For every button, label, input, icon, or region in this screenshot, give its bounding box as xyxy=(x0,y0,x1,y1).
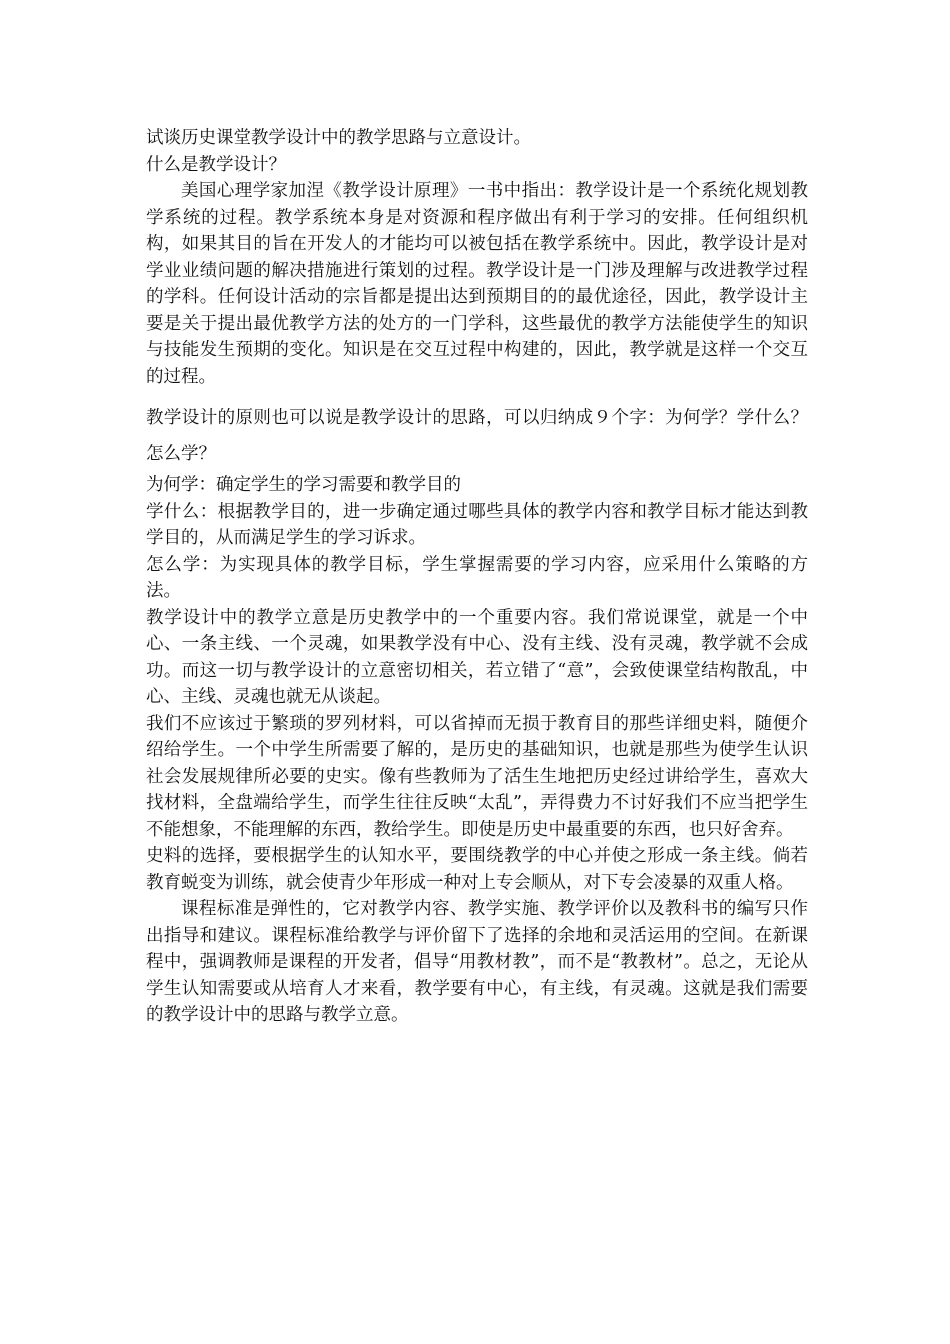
document-body xyxy=(146,125,808,1029)
paragraph-standard: 课程标准是弹性的，它对教学内容、教学实施、教学评价以及教科书的编写只作出指导和建议。课程标准给教学与评价留下了选择的余地和灵活运用的空间。在新课程中，强调教师是课程的开发者，倡导“用教材教”，而不是“教教材”。总之，无论从学生认知需要或从培育人才来看，教学要有中心，有主线，有灵魂。这就是我们需要的教学设计中的思路与教学立意。 xyxy=(146,899,808,1025)
paragraph-materials: 我们不应该过于繁琐的罗列材料，可以省掉而无损于教育目的那些详细史料，随便介绍给学生。一个中学生所需要了解的，是历史的基础知识，也就是那些为使学生认识社会发展规律所必要的史实。像有些教师为了活生生地把历史经过讲给学生，喜欢大找材料，全盘端给学生，而学生往往反映“太乱”，弄得费力不讨好我们不应当把学生不能想象，不能理解的东西，教给学生。即使是历史中最重要的东西，也只好舍弃。 xyxy=(146,713,808,840)
document-title: 试谈历史课堂教学设计中的教学思路与立意设计。 xyxy=(146,128,531,148)
paragraph-what: 学什么：根据教学目的，进一步确定通过哪些具体的教学内容和教学目标才能达到教学目的，从而满足学生的学习诉求。 xyxy=(146,501,808,548)
paragraph-how: 怎么学：为实现具体的教学目标，学生掌握需要的学习内容，应采用什么策略的方法。 xyxy=(146,554,808,601)
paragraph-definition: 美国心理学家加涅《教学设计原理》一书中指出：教学设计是一个系统化规划教学系统的过程。教学系统本身是对资源和程序做出有利于学习的安排。任何组织机构，如果其目的旨在开发人的才能均可以被包括在教学系统中。因此，教学设计是对学业业绩问题的解决措施进行策划的过程。教学设计是一门涉及理解与改进教学过程的学科。任何设计活动的宗旨都是提出达到预期目的的最优途径，因此，教学设计主要是关于提出最优教学方法的处方的一门学科，这些最优的教学方法能使学生的知识与技能发生预期的变化。知识是在交互过程中构建的，因此，教学就是这样一个交互的过程。 xyxy=(146,181,808,387)
paragraph-why: 为何学：确定学生的学习需要和教学目的 xyxy=(146,475,461,495)
paragraph-principle: 教学设计的原则也可以说是教学设计的思路，可以归纳成９个字：为何学？学什么？怎么学？ xyxy=(146,408,808,464)
section-question: 什么是教学设计？ xyxy=(146,154,286,175)
paragraph-selection: 史料的选择，要根据学生的认知水平，要围绕教学的中心并使之形成一条主线。倘若教育蜕变为训练，就会使青少年形成一种对上专会顺从，对下专会凌暴的双重人格。 xyxy=(146,846,808,893)
paragraph-lixiang: 教学设计中的教学立意是历史教学中的一个重要内容。我们常说课堂，就是一个中心、一条主线、一个灵魂，如果教学没有中心、没有主线、没有灵魂，教学就不会成功。而这一切与教学设计的立意密切相关，若立错了“意”，会致使课堂结构散乱，中心、主线、灵魂也就无从谈起。 xyxy=(146,607,808,707)
